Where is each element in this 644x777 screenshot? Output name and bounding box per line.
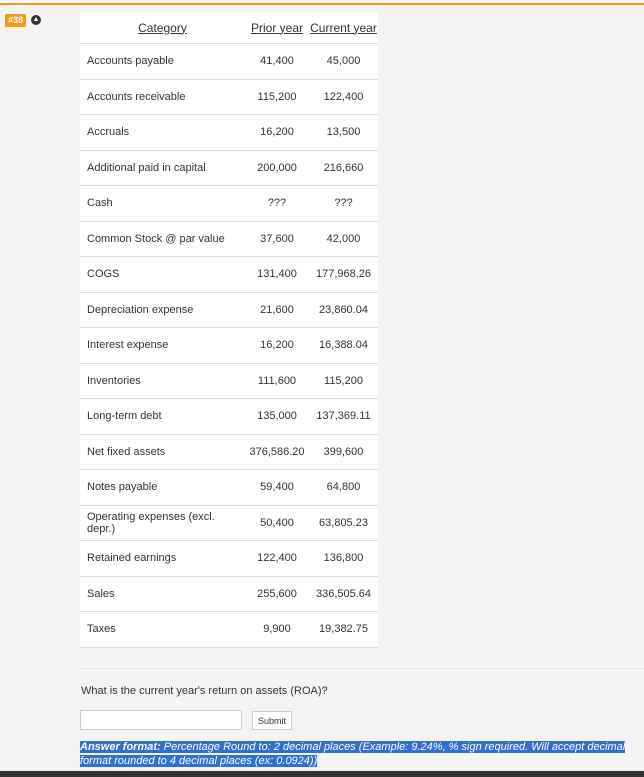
row-current-year-cell: 115,200 — [309, 363, 378, 399]
row-category-cell: Operating expenses (excl. depr.) — [80, 505, 245, 541]
table-row — [80, 115, 378, 151]
column-header-current-year: Current year — [309, 12, 378, 44]
row-prior-year-cell: 21,600 — [245, 292, 309, 328]
row-category-cell: Retained earnings — [80, 541, 245, 577]
row-prior-year-cell: 9,900 — [245, 612, 309, 648]
row-prior-year-cell: 115,200 — [245, 79, 309, 115]
row-prior-year-cell: 376,586.20 — [245, 434, 309, 470]
row-current-year-cell: 136,800 — [309, 541, 378, 577]
table-row — [80, 363, 378, 399]
table-row — [80, 470, 378, 506]
table-row — [80, 576, 378, 612]
row-prior-year-cell: 50,400 — [245, 505, 309, 541]
table-row — [80, 44, 378, 80]
answer-format-text: Percentage Round to: 2 decimal places (Example: 9.24%, % sign required. Will accept decimal format rounded to 4 decimal places (ex: 0.0924)) — [80, 741, 626, 767]
row-prior-year-cell: ??? — [245, 186, 309, 222]
financial-data-table — [80, 12, 378, 648]
table-header-row — [80, 12, 378, 44]
row-prior-year-cell: 131,400 — [245, 257, 309, 293]
row-current-year-cell: 63,805.23 — [309, 505, 378, 541]
row-prior-year-cell: 41,400 — [245, 44, 309, 80]
row-category-cell: Sales — [80, 576, 245, 612]
table-row — [80, 505, 378, 541]
row-category-cell: Long-term debt — [80, 399, 245, 435]
table-row — [80, 79, 378, 115]
table-row — [80, 257, 378, 293]
question-prompt: What is the current year's return on assets (ROA)? — [81, 685, 328, 697]
submit-button[interactable]: Submit — [252, 711, 292, 730]
table-row — [80, 186, 378, 222]
answer-format-note — [80, 740, 636, 768]
question-number-badge: #38 — [5, 14, 26, 27]
row-category-cell: Depreciation expense — [80, 292, 245, 328]
row-category-cell: Accounts receivable — [80, 79, 245, 115]
row-category-cell: Notes payable — [80, 470, 245, 506]
bottom-bar — [0, 771, 644, 777]
table-row — [80, 612, 378, 648]
row-prior-year-cell: 122,400 — [245, 541, 309, 577]
row-current-year-cell: 216,660 — [309, 150, 378, 186]
section-divider — [80, 668, 644, 669]
row-current-year-cell: 137,369.11 — [309, 399, 378, 435]
collapse-toggle-icon[interactable]: ▲ — [32, 16, 40, 23]
row-category-cell: Accounts payable — [80, 44, 245, 80]
table-row — [80, 328, 378, 364]
row-category-cell: Taxes — [80, 612, 245, 648]
row-category-cell: Accruals — [80, 115, 245, 151]
table-body — [80, 44, 378, 648]
answer-input[interactable] — [80, 710, 242, 730]
row-current-year-cell: 16,388.04 — [309, 328, 378, 364]
row-current-year-cell: 42,000 — [309, 221, 378, 257]
table-row — [80, 541, 378, 577]
row-prior-year-cell: 37,600 — [245, 221, 309, 257]
row-current-year-cell: ??? — [309, 186, 378, 222]
row-current-year-cell: 177,968.26 — [309, 257, 378, 293]
row-category-cell: Net fixed assets — [80, 434, 245, 470]
row-current-year-cell: 19,382.75 — [309, 612, 378, 648]
answer-format-label: Answer format: — [80, 741, 161, 753]
table-row — [80, 399, 378, 435]
row-category-cell: Interest expense — [80, 328, 245, 364]
row-current-year-cell: 122,400 — [309, 79, 378, 115]
row-prior-year-cell: 255,600 — [245, 576, 309, 612]
row-current-year-cell: 64,800 — [309, 470, 378, 506]
row-current-year-cell: 336,505.64 — [309, 576, 378, 612]
table-row — [80, 221, 378, 257]
table-row — [80, 292, 378, 328]
row-prior-year-cell: 16,200 — [245, 115, 309, 151]
row-prior-year-cell: 59,400 — [245, 470, 309, 506]
row-prior-year-cell: 111,600 — [245, 363, 309, 399]
row-prior-year-cell: 16,200 — [245, 328, 309, 364]
row-category-cell: Additional paid in capital — [80, 150, 245, 186]
table-row — [80, 434, 378, 470]
row-current-year-cell: 13,500 — [309, 115, 378, 151]
row-current-year-cell: 23,860.04 — [309, 292, 378, 328]
table-row — [80, 150, 378, 186]
row-current-year-cell: 399,600 — [309, 434, 378, 470]
row-current-year-cell: 45,000 — [309, 44, 378, 80]
column-header-category: Category — [80, 12, 245, 44]
top-accent-rule — [0, 3, 644, 5]
row-category-cell: Common Stock @ par value — [80, 221, 245, 257]
row-prior-year-cell: 135,000 — [245, 399, 309, 435]
row-category-cell: COGS — [80, 257, 245, 293]
row-category-cell: Cash — [80, 186, 245, 222]
column-header-prior-year: Prior year — [245, 12, 309, 44]
row-prior-year-cell: 200,000 — [245, 150, 309, 186]
row-category-cell: Inventories — [80, 363, 245, 399]
